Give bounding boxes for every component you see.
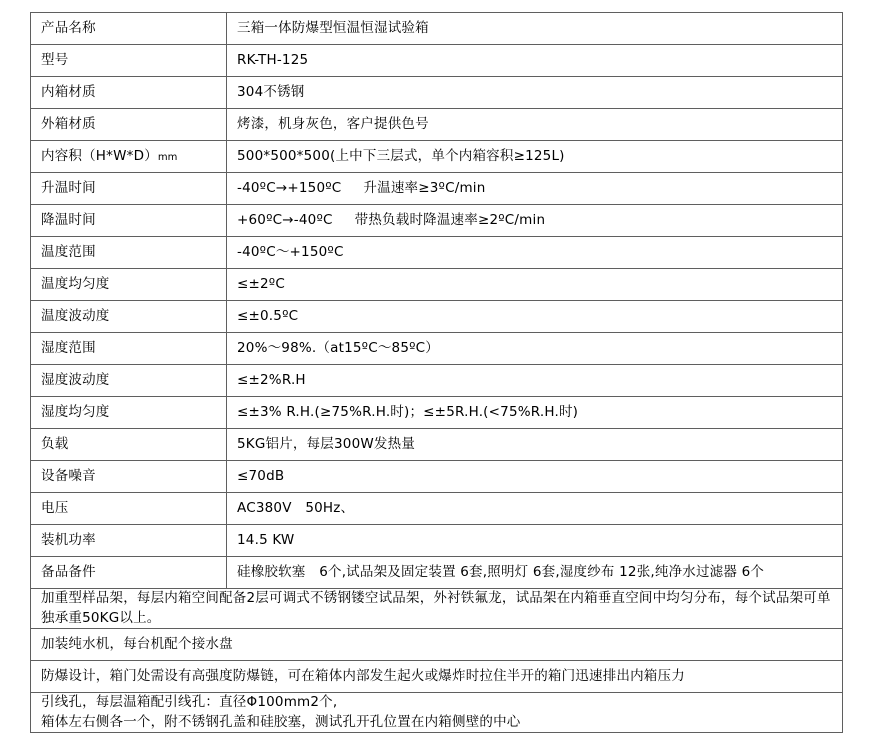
row-label: 电压	[31, 493, 227, 525]
table-row	[31, 557, 843, 589]
note-text-multiline	[31, 693, 843, 733]
row-value-primary: +60ºC→-40ºC	[237, 211, 333, 228]
row-value: 硅橡胶软塞 6个,试品架及固定装置 6套,照明灯 6套,湿度纱布 12张,纯净水过滤器 6个	[227, 557, 843, 589]
row-label: 设备噪音	[31, 461, 227, 493]
row-value: ≤±3% R.H.(≥75%R.H.时)；≤±5R.H.(<75%R.H.时)	[227, 397, 843, 429]
row-value	[227, 205, 843, 237]
row-label: 产品名称	[31, 13, 227, 45]
note-row	[31, 693, 843, 733]
row-label: 备品备件	[31, 557, 227, 589]
table-row	[31, 45, 843, 77]
row-label: 升温时间	[31, 173, 227, 205]
row-value-primary: -40ºC→+150ºC	[237, 179, 342, 196]
row-value: 14.5 KW	[227, 525, 843, 557]
table-row	[31, 397, 843, 429]
table-row	[31, 461, 843, 493]
row-value: 304不锈钢	[227, 77, 843, 109]
note-row	[31, 629, 843, 661]
row-value: 500*500*500(上中下三层式，单个内箱容积≥125L)	[227, 141, 843, 173]
row-value: ≤70dB	[227, 461, 843, 493]
table-row	[31, 237, 843, 269]
row-value: RK-TH-125	[227, 45, 843, 77]
table-row	[31, 525, 843, 557]
table-row	[31, 205, 843, 237]
table-row	[31, 333, 843, 365]
row-label: 外箱材质	[31, 109, 227, 141]
row-label: 温度波动度	[31, 301, 227, 333]
table-row	[31, 173, 843, 205]
row-value-secondary: 带热负载时降温速率≥2ºC/min	[354, 211, 546, 228]
note-line: 引线孔，每层温箱配引线孔：直径Φ100mm2个,	[41, 694, 338, 711]
spec-sheet	[30, 12, 842, 733]
row-value: ≤±2%R.H	[227, 365, 843, 397]
note-row	[31, 661, 843, 693]
row-label: 湿度波动度	[31, 365, 227, 397]
table-body	[31, 13, 843, 733]
note-text: 防爆设计，箱门处需设有高强度防爆链，可在箱体内部发生起火或爆炸时拉住半开的箱门迅速排出内箱压力	[31, 661, 843, 693]
row-label: 内箱材质	[31, 77, 227, 109]
row-value: 5KG铝片，每层300W发热量	[227, 429, 843, 461]
row-label: 型号	[31, 45, 227, 77]
row-label	[31, 141, 227, 173]
row-value: ≤±2ºC	[227, 269, 843, 301]
row-value	[227, 173, 843, 205]
row-value: 烤漆，机身灰色，客户提供色号	[227, 109, 843, 141]
note-text: 加重型样品架，每层内箱空间配备2层可调式不锈钢镂空试品架，外衬铁氟龙，试品架在内箱垂直空间中均匀分布，每个试品架可单独承重50KG以上。	[31, 589, 843, 629]
row-value: 三箱一体防爆型恒温恒湿试验箱	[227, 13, 843, 45]
row-label-unit: mm	[157, 151, 178, 163]
row-value: -40ºC～+150ºC	[227, 237, 843, 269]
specification-table	[30, 12, 843, 733]
table-row	[31, 109, 843, 141]
table-row	[31, 13, 843, 45]
row-label: 装机功率	[31, 525, 227, 557]
row-value: 20%～98%.（at15ºC～85ºC）	[227, 333, 843, 365]
table-row	[31, 493, 843, 525]
row-label: 温度均匀度	[31, 269, 227, 301]
table-row	[31, 77, 843, 109]
row-value: AC380V 50Hz、	[227, 493, 843, 525]
table-row	[31, 365, 843, 397]
note-row	[31, 589, 843, 629]
row-value-secondary: 升温速率≥3ºC/min	[363, 179, 486, 196]
table-row	[31, 141, 843, 173]
table-row	[31, 429, 843, 461]
table-row	[31, 301, 843, 333]
note-text: 加装纯水机，每台机配个接水盘	[31, 629, 843, 661]
row-label: 负载	[31, 429, 227, 461]
row-label: 温度范围	[31, 237, 227, 269]
row-value: ≤±0.5ºC	[227, 301, 843, 333]
note-line: 箱体左右侧各一个，附不锈钢孔盖和硅胶塞，测试孔开孔位置在内箱侧壁的中心	[41, 713, 521, 730]
row-label: 湿度均匀度	[31, 397, 227, 429]
table-row	[31, 269, 843, 301]
row-label: 湿度范围	[31, 333, 227, 365]
row-label-text: 内容积（H*W*D）	[41, 147, 158, 164]
row-label: 降温时间	[31, 205, 227, 237]
